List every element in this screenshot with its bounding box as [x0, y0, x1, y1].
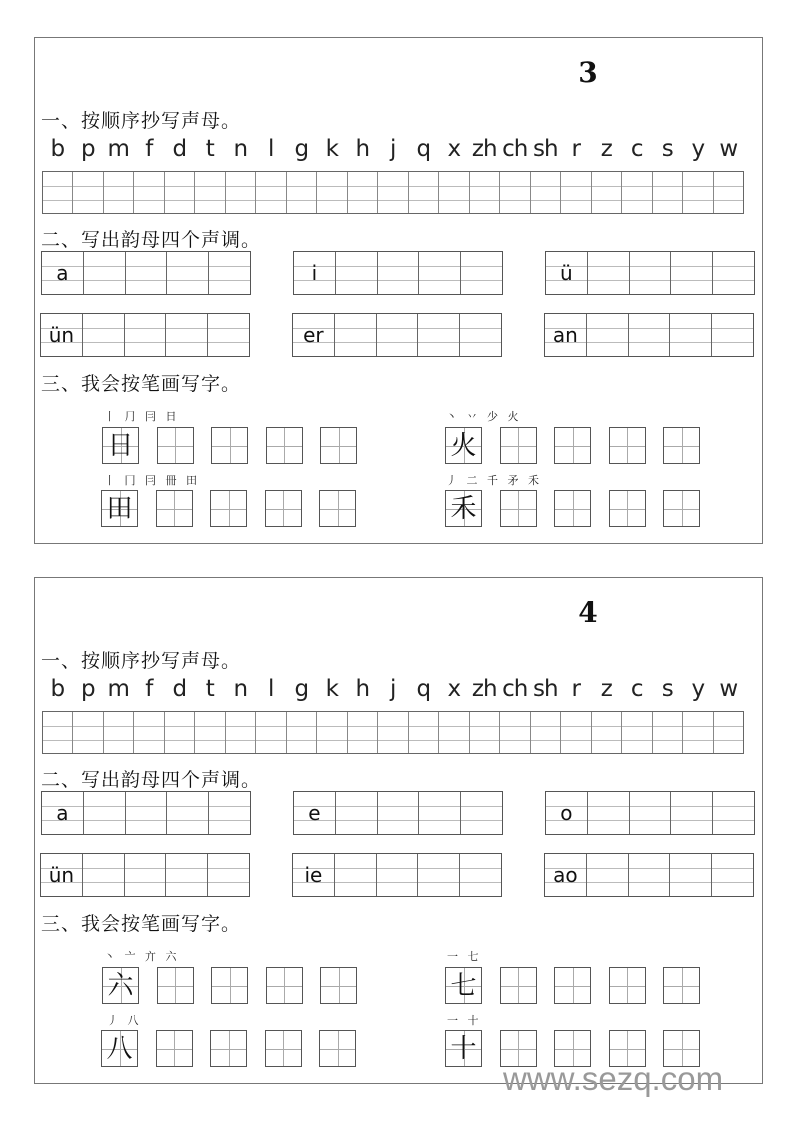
tone-cell[interactable]: [587, 854, 629, 896]
stroke-order-hint: 丶 亠 亣 六: [104, 950, 180, 963]
grid-cell[interactable]: [500, 712, 530, 753]
grid-cell[interactable]: [592, 172, 622, 213]
practice-square[interactable]: [663, 427, 700, 464]
grid-cell[interactable]: [256, 172, 286, 213]
section1-heading: 一、按顺序抄写声母。: [41, 110, 242, 132]
practice-square[interactable]: [500, 967, 537, 1004]
initial-letter: t: [205, 136, 214, 162]
tone-cell[interactable]: [335, 314, 377, 356]
tone-cell[interactable]: [336, 792, 378, 834]
character-practice-row: [102, 427, 375, 464]
final-label: ün: [48, 323, 75, 347]
grid-cell[interactable]: [714, 712, 743, 753]
initial-letter: sh: [532, 676, 558, 702]
initial-letter: j: [390, 136, 396, 162]
tone-cell[interactable]: [588, 792, 630, 834]
grid-cell[interactable]: [378, 712, 408, 753]
practice-square[interactable]: [265, 1030, 302, 1067]
initials-row: [42, 676, 752, 710]
tone-cell[interactable]: [208, 854, 249, 896]
final-label: an: [552, 323, 578, 347]
grid-cell[interactable]: [348, 172, 378, 213]
practice-square[interactable]: [319, 1030, 356, 1067]
tone-cell[interactable]: [460, 854, 501, 896]
tone-cell[interactable]: [461, 252, 502, 294]
tone-cell[interactable]: [630, 252, 672, 294]
grid-cell[interactable]: [195, 712, 225, 753]
section3-heading: 三、我会按笔画写字。: [41, 373, 242, 395]
tone-cell[interactable]: [629, 854, 671, 896]
grid-cell[interactable]: [256, 712, 286, 753]
tone-cell[interactable]: [670, 314, 712, 356]
initial-letter: h: [355, 676, 370, 702]
grid-cell[interactable]: [43, 712, 73, 753]
initial-letter: p: [80, 676, 95, 702]
practice-square[interactable]: [663, 967, 700, 1004]
grid-cell[interactable]: [683, 712, 713, 753]
model-character: 十: [450, 1034, 477, 1064]
initial-letter: f: [145, 676, 153, 702]
final-tone-box[interactable]: [544, 853, 754, 897]
initial-letter: s: [661, 136, 673, 162]
grid-cell[interactable]: [531, 712, 561, 753]
tone-cell[interactable]: [670, 854, 712, 896]
initial-letter: y: [691, 136, 705, 162]
model-character-square: [101, 490, 138, 527]
initial-letter: s: [661, 676, 673, 702]
initial-letter: g: [294, 136, 309, 162]
tone-cell[interactable]: [419, 792, 461, 834]
initial-letter: f: [145, 136, 153, 162]
stroke-order-hint: 丨 冂 冃 冊 田: [104, 474, 200, 487]
initial-letter: n: [233, 136, 248, 162]
initial-letter: g: [294, 676, 309, 702]
stroke-order-hint: 丨 ⺆ 冃 日: [104, 410, 180, 423]
final-label: a: [56, 261, 69, 285]
section2-heading: 二、写出韵母四个声调。: [41, 769, 262, 791]
initials-writing-grid[interactable]: [42, 171, 744, 214]
character-practice-row: [445, 967, 718, 1004]
initial-letter: d: [172, 676, 187, 702]
initial-letter: b: [50, 136, 65, 162]
tone-cell[interactable]: [712, 854, 753, 896]
grid-cell[interactable]: [500, 172, 530, 213]
grid-cell[interactable]: [165, 172, 195, 213]
practice-square[interactable]: [663, 490, 700, 527]
stroke-order-hint: 丶 丷 少 火: [446, 410, 522, 423]
initials-writing-grid[interactable]: [42, 711, 744, 754]
tone-cell[interactable]: [671, 792, 713, 834]
practice-square[interactable]: [156, 1030, 193, 1067]
tone-cell[interactable]: [83, 314, 125, 356]
final-tone-box[interactable]: [40, 313, 250, 357]
grid-cell[interactable]: [439, 712, 469, 753]
grid-cell[interactable]: [561, 172, 591, 213]
grid-cell[interactable]: [714, 172, 743, 213]
final-tone-box[interactable]: [293, 791, 503, 835]
tone-cell[interactable]: [418, 854, 460, 896]
grid-cell[interactable]: [73, 172, 103, 213]
initial-letter: c: [630, 136, 643, 162]
grid-cell[interactable]: [73, 712, 103, 753]
final-label: ün: [48, 863, 75, 887]
initial-letter: q: [416, 136, 431, 162]
grid-cell[interactable]: [43, 172, 73, 213]
tone-cell[interactable]: [418, 314, 460, 356]
practice-square[interactable]: [320, 967, 357, 1004]
initial-letter: ch: [502, 676, 528, 702]
grid-cell[interactable]: [531, 172, 561, 213]
final-label: a: [56, 801, 69, 825]
grid-cell[interactable]: [134, 172, 164, 213]
practice-square[interactable]: [500, 490, 537, 527]
tone-cell[interactable]: [712, 314, 753, 356]
tone-cell[interactable]: [713, 792, 754, 834]
final-label: ie: [304, 863, 323, 887]
final-tone-box[interactable]: [41, 791, 251, 835]
tone-cell[interactable]: [84, 792, 126, 834]
practice-square[interactable]: [320, 427, 357, 464]
tone-cell[interactable]: [166, 314, 208, 356]
grid-cell[interactable]: [104, 172, 134, 213]
initials-row: [42, 136, 752, 170]
initial-letter: x: [447, 676, 461, 702]
grid-cell[interactable]: [653, 172, 683, 213]
practice-square[interactable]: [156, 490, 193, 527]
tone-cell[interactable]: [336, 252, 378, 294]
model-character: 八: [106, 1034, 133, 1064]
final-label: o: [560, 801, 573, 825]
initial-letter: k: [325, 136, 338, 162]
final-label: er: [303, 323, 324, 347]
model-character: 日: [107, 431, 134, 461]
stroke-order-hint: 一 七: [447, 950, 482, 963]
model-character: 六: [107, 971, 134, 1001]
grid-cell[interactable]: [378, 172, 408, 213]
initial-letter: h: [355, 136, 370, 162]
tone-cell[interactable]: [377, 854, 419, 896]
initial-letter: t: [205, 676, 214, 702]
section1-heading: 一、按顺序抄写声母。: [41, 650, 242, 672]
stroke-order-hint: 丿 八: [107, 1014, 142, 1027]
tone-cell[interactable]: [630, 792, 672, 834]
tone-cell[interactable]: [83, 854, 125, 896]
final-tone-box[interactable]: [41, 251, 251, 295]
model-character: 七: [450, 971, 477, 1001]
stroke-order-hint: 丿 二 千 矛 禾: [446, 474, 542, 487]
initial-letter: l: [268, 676, 274, 702]
tone-cell[interactable]: [671, 252, 713, 294]
tone-cell[interactable]: [208, 314, 249, 356]
practice-square[interactable]: [609, 490, 646, 527]
tone-cell[interactable]: [125, 854, 167, 896]
grid-cell[interactable]: [653, 712, 683, 753]
grid-cell[interactable]: [134, 712, 164, 753]
grid-cell[interactable]: [622, 712, 652, 753]
watermark: www.sezq.com: [503, 1060, 724, 1097]
tone-cell[interactable]: [587, 314, 629, 356]
grid-cell[interactable]: [165, 712, 195, 753]
tone-cell[interactable]: [125, 314, 167, 356]
initial-letter: p: [80, 136, 95, 162]
initial-letter: z: [600, 676, 612, 702]
tone-cell[interactable]: [629, 314, 671, 356]
grid-cell[interactable]: [226, 712, 256, 753]
model-character: 田: [106, 494, 133, 524]
character-practice-row: [101, 1030, 374, 1067]
practice-square[interactable]: [319, 490, 356, 527]
initial-letter: c: [630, 676, 643, 702]
character-practice-row: [102, 967, 375, 1004]
initial-letter: x: [447, 136, 461, 162]
model-character-square: [102, 967, 139, 1004]
tone-cell[interactable]: [167, 252, 209, 294]
model-character-square: [445, 427, 482, 464]
practice-square[interactable]: [266, 967, 303, 1004]
tone-cell[interactable]: [461, 792, 502, 834]
model-character-square: [102, 427, 139, 464]
practice-square[interactable]: [211, 427, 248, 464]
practice-square[interactable]: [266, 427, 303, 464]
grid-cell[interactable]: [317, 172, 347, 213]
section3-heading: 三、我会按笔画写字。: [41, 913, 242, 935]
initial-letter: l: [268, 136, 274, 162]
model-character: 火: [450, 431, 477, 461]
tone-cell[interactable]: [126, 252, 168, 294]
grid-cell[interactable]: [348, 712, 378, 753]
model-character: 禾: [450, 494, 477, 524]
grid-cell[interactable]: [622, 172, 652, 213]
practice-square[interactable]: [157, 967, 194, 1004]
grid-cell[interactable]: [470, 172, 500, 213]
final-tone-box[interactable]: [545, 251, 755, 295]
tone-cell[interactable]: [378, 252, 420, 294]
tone-cell[interactable]: [126, 792, 168, 834]
initial-letter: w: [719, 676, 738, 702]
initial-letter: k: [325, 676, 338, 702]
model-character-square: [445, 490, 482, 527]
model-character-square: [445, 1030, 482, 1067]
initial-letter: j: [390, 676, 396, 702]
initial-letter: z: [600, 136, 612, 162]
tone-cell[interactable]: [335, 854, 377, 896]
grid-cell[interactable]: [409, 172, 439, 213]
practice-square[interactable]: [609, 967, 646, 1004]
practice-square[interactable]: [554, 427, 591, 464]
model-character-square: [445, 967, 482, 1004]
grid-cell[interactable]: [226, 172, 256, 213]
initial-letter: ch: [502, 136, 528, 162]
initial-letter: d: [172, 136, 187, 162]
grid-cell[interactable]: [561, 712, 591, 753]
final-label: e: [308, 801, 321, 825]
grid-cell[interactable]: [470, 712, 500, 753]
initial-letter: r: [571, 136, 580, 162]
initial-letter: q: [416, 676, 431, 702]
tone-cell[interactable]: [460, 314, 501, 356]
grid-cell[interactable]: [195, 172, 225, 213]
initial-letter: y: [691, 676, 705, 702]
practice-square[interactable]: [210, 490, 247, 527]
initial-letter: b: [50, 676, 65, 702]
final-tone-box[interactable]: [40, 853, 250, 897]
initial-letter: m: [107, 676, 129, 702]
stroke-order-hint: 一 十: [447, 1014, 482, 1027]
final-tone-box[interactable]: [292, 853, 502, 897]
tone-cell[interactable]: [713, 252, 754, 294]
grid-cell[interactable]: [317, 712, 347, 753]
grid-cell[interactable]: [592, 712, 622, 753]
final-tone-box[interactable]: [293, 251, 503, 295]
tone-cell[interactable]: [166, 854, 208, 896]
section2-heading: 二、写出韵母四个声调。: [41, 229, 262, 251]
initial-letter: zh: [471, 136, 497, 162]
worksheet-4: [34, 577, 763, 1084]
grid-cell[interactable]: [439, 172, 469, 213]
practice-square[interactable]: [265, 490, 302, 527]
final-tone-box[interactable]: [544, 313, 754, 357]
initial-letter: r: [571, 676, 580, 702]
initial-letter: w: [719, 136, 738, 162]
page-number: 4: [578, 596, 598, 629]
model-character-square: [101, 1030, 138, 1067]
final-label: i: [311, 261, 318, 285]
practice-square[interactable]: [609, 427, 646, 464]
grid-cell[interactable]: [104, 712, 134, 753]
grid-cell[interactable]: [287, 172, 317, 213]
tone-cell[interactable]: [588, 252, 630, 294]
worksheet-3: [34, 37, 763, 544]
grid-cell[interactable]: [409, 712, 439, 753]
practice-square[interactable]: [210, 1030, 247, 1067]
tone-cell[interactable]: [209, 792, 250, 834]
practice-square[interactable]: [211, 967, 248, 1004]
grid-cell[interactable]: [683, 172, 713, 213]
practice-square[interactable]: [157, 427, 194, 464]
character-practice-row: [445, 490, 718, 527]
tone-cell[interactable]: [167, 792, 209, 834]
practice-square[interactable]: [500, 427, 537, 464]
tone-cell[interactable]: [377, 314, 419, 356]
final-tone-box[interactable]: [292, 313, 502, 357]
practice-square[interactable]: [554, 490, 591, 527]
character-practice-row: [445, 427, 718, 464]
final-label: ü: [560, 261, 573, 285]
tone-cell[interactable]: [419, 252, 461, 294]
initial-letter: m: [107, 136, 129, 162]
initial-letter: n: [233, 676, 248, 702]
page-number: 3: [578, 56, 598, 89]
grid-cell[interactable]: [287, 712, 317, 753]
character-practice-row: [101, 490, 374, 527]
initial-letter: sh: [532, 136, 558, 162]
initial-letter: zh: [471, 676, 497, 702]
tone-cell[interactable]: [378, 792, 420, 834]
final-tone-box[interactable]: [545, 791, 755, 835]
final-label: ao: [553, 863, 578, 887]
tone-cell[interactable]: [209, 252, 250, 294]
tone-cell[interactable]: [84, 252, 126, 294]
practice-square[interactable]: [554, 967, 591, 1004]
